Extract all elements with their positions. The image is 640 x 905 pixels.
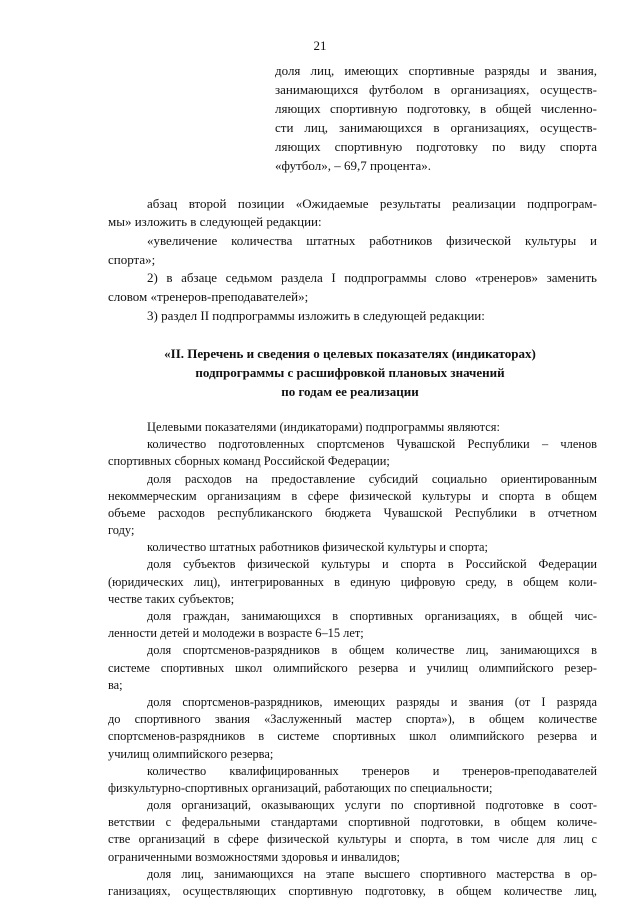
text-line: ляющих спортивную подготовку по виду спорта bbox=[275, 139, 597, 154]
text-line: доля лиц, занимающихся на этапе высшего спортивного мастерства в ор- bbox=[147, 867, 597, 881]
text-line: доля спортсменов-разрядников, имеющих разряды и звания (от I разряда bbox=[147, 695, 597, 709]
text-line: количество подготовленных спортсменов Чувашской Республики – членов bbox=[147, 437, 597, 451]
page-number: 21 bbox=[313, 38, 327, 53]
text-line: 2) в абзаце седьмом раздела I подпрограммы слово «тренеров» заменить bbox=[147, 270, 597, 285]
text-line: доля спортсменов-разрядников в общем количестве лиц, занимающихся в bbox=[147, 643, 597, 657]
text-line: некоммерческим организациям в сфере физической культуры и спорта в общем bbox=[108, 489, 597, 503]
text-line: доля граждан, занимающихся в спортивных организациях, в общей чис- bbox=[147, 609, 597, 623]
text-line: ограниченными возможностями здоровья и инвалидов; bbox=[108, 850, 400, 864]
text-line: до спортивного звания «Заслуженный мастер спорта»), в общем количестве bbox=[108, 712, 597, 726]
text-line: ганизациях, осуществляющих спортивную подготовку, в общем количестве лиц, bbox=[108, 884, 597, 898]
text-line: Целевыми показателями (индикаторами) подпрограммы являются: bbox=[147, 420, 500, 434]
text-line: ветствии с федеральными стандартами спортивной подготовки, в общем количе- bbox=[108, 815, 597, 829]
text-line: «футбол», – 69,7 процента». bbox=[275, 158, 431, 173]
text-line: доля расходов на предоставление субсидий социально ориентированным bbox=[147, 472, 597, 486]
heading-line: по годам ее реализации bbox=[281, 384, 419, 399]
text-line: году; bbox=[108, 523, 135, 537]
text-line: спортсменов-разрядников в системе спортивных школ олимпийского резерва и bbox=[108, 729, 597, 743]
text-line: (юридических лиц), интегрированных в единую цифровую среду, в общем коли- bbox=[108, 575, 597, 589]
text-line: «увеличение количества штатных работников физической культуры и bbox=[147, 233, 597, 248]
text-line: ляющих спортивную подготовку, в общей численно- bbox=[275, 101, 597, 116]
text-line: абзац второй позиции «Ожидаемые результаты реализации подпрограм- bbox=[147, 196, 597, 211]
text-line: спорта»; bbox=[108, 252, 156, 267]
text-line: мы» изложить в следующей редакции: bbox=[108, 214, 322, 229]
text-line: физкультурно-спортивных организаций, работающих по специальности; bbox=[108, 781, 493, 795]
text-line: объеме расходов республиканского бюджета Чувашской Республики в отчетном bbox=[108, 506, 597, 520]
text-line: ва; bbox=[108, 678, 123, 692]
text-line: доля организаций, оказывающих услуги по спортивной подготовке в соот- bbox=[147, 798, 597, 812]
text-line: доля лиц, имеющих спортивные разряды и звания, bbox=[275, 63, 597, 78]
text-line: системе спортивных школ олимпийского резерва и училищ олимпийского резер- bbox=[108, 661, 597, 675]
text-line: занимающихся футболом в организациях, осуществ- bbox=[275, 82, 597, 97]
text-line: сти лиц, занимающихся в организациях, осуществ- bbox=[275, 120, 597, 135]
text-line: доля субъектов физической культуры и спорта в Российской Федерации bbox=[147, 557, 597, 571]
text-line: стве организаций в сфере физической культуры и спорта, в том числе для лиц с bbox=[108, 832, 597, 846]
text-line: количество квалифицированных тренеров и тренеров-преподавателей bbox=[147, 764, 597, 778]
heading-line: «II. Перечень и сведения о целевых показателях (индикаторах) bbox=[164, 346, 536, 361]
text-line: училищ олимпийского резерва; bbox=[108, 747, 274, 761]
text-line: количество штатных работников физической культуры и спорта; bbox=[147, 540, 488, 554]
text-line: честве таких субъектов; bbox=[108, 592, 235, 606]
heading-line: подпрограммы с расшифровкой плановых значений bbox=[195, 365, 505, 380]
text-line: ленности детей и молодежи в возрасте 6–15 лет; bbox=[108, 626, 364, 640]
text-line: спортивных сборных команд Российской Федерации; bbox=[108, 454, 390, 468]
text-line: 3) раздел II подпрограммы изложить в следующей редакции: bbox=[147, 308, 485, 323]
text-line: словом «тренеров-преподавателей»; bbox=[108, 289, 309, 304]
